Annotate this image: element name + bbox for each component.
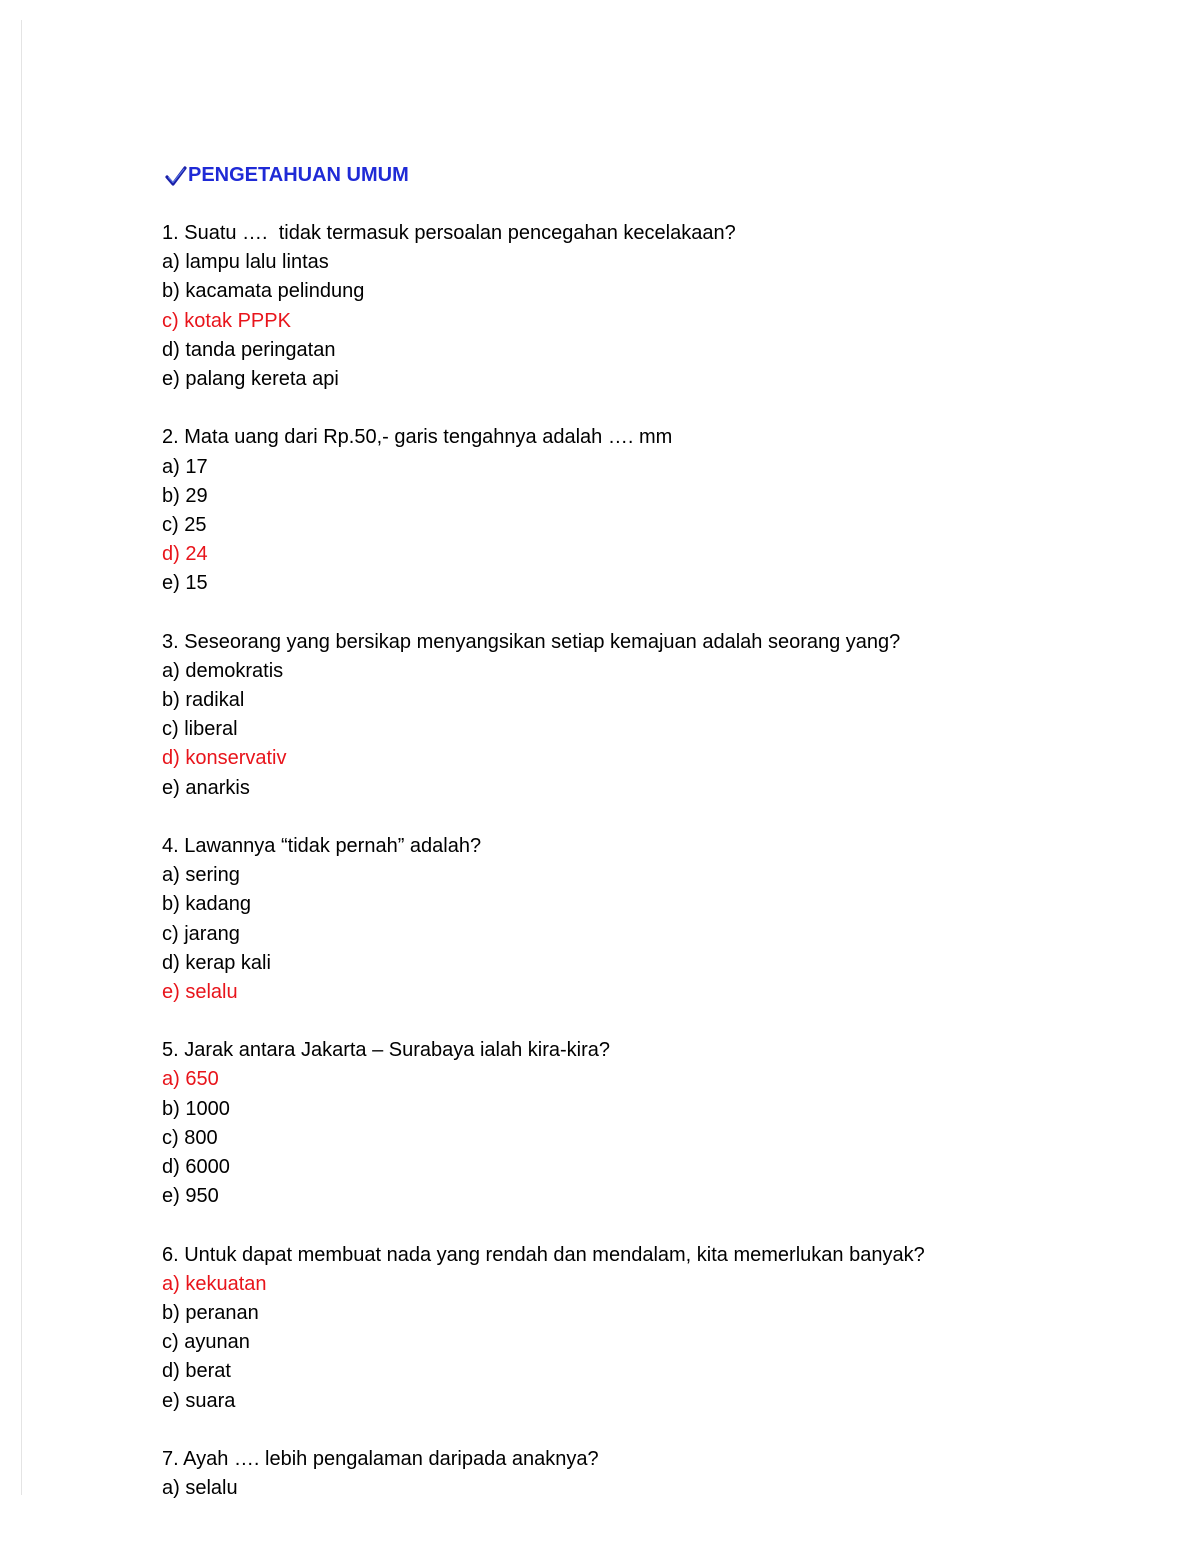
answer-option: c) 25 — [162, 513, 207, 536]
answer-option: b) 29 — [162, 484, 208, 507]
answer-option: e) 15 — [162, 572, 208, 595]
answer-option: d) 6000 — [162, 1156, 230, 1178]
answer-option: b) kadang — [162, 893, 251, 916]
answer-option: c) liberal — [162, 718, 238, 741]
question-text: 2. Mata uang dari Rp.50,- garis tengahnya adalah …. mm — [162, 426, 673, 449]
answer-option: e) 950 — [162, 1185, 219, 1208]
answer-option: d) kerap kali — [162, 951, 271, 974]
question-block — [162, 423, 1162, 598]
correct-answer-option: a) 650 — [162, 1068, 219, 1091]
answer-option: c) ayunan — [162, 1331, 250, 1354]
question-block — [162, 1036, 1162, 1211]
correct-answer-option: d) 24 — [162, 543, 208, 566]
question-text: 4. Lawannya “tidak pernah” adalah? — [162, 834, 482, 857]
question-text: 5. Jarak antara Jakarta – Surabaya ialah kira-kira? — [162, 1039, 611, 1062]
answer-option: a) sering — [162, 864, 240, 887]
question-block — [162, 832, 1162, 1007]
answer-option: b) peranan — [162, 1301, 259, 1324]
question-text: 6. Untuk dapat membuat nada yang rendah dan mendalam, kita memerlukan banyak? — [162, 1243, 925, 1266]
answer-option: e) palang kereta api — [162, 367, 339, 390]
question-block — [162, 219, 1162, 394]
question-text: 3. Seseorang yang bersikap menyangsikan setiap kemajuan adalah seorang yang? — [162, 630, 901, 653]
correct-answer-option: c) kotak PPPK — [162, 309, 291, 332]
question-block — [162, 1445, 1162, 1503]
checkmark-icon — [165, 165, 187, 187]
page-edge-line — [21, 20, 22, 1495]
answer-option: b) 1000 — [162, 1097, 230, 1120]
correct-answer-option: a) kekuatan — [162, 1272, 267, 1295]
answer-option: b) kacamata pelindung — [162, 280, 365, 303]
answer-option: d) tanda peringatan — [162, 338, 336, 361]
answer-option: d) berat — [162, 1360, 231, 1383]
answer-option: a) lampu lalu lintas — [162, 251, 329, 274]
question-text: 7. Ayah …. lebih pengalaman daripada anaknya? — [162, 1447, 599, 1470]
section-title: PENGETAHUAN UMUM — [188, 164, 409, 186]
answer-option: a) demokratis — [162, 659, 284, 682]
answer-option: a) 17 — [162, 455, 208, 478]
answer-option: c) 800 — [162, 1126, 218, 1149]
question-block — [162, 628, 1162, 803]
answer-option: e) anarkis — [162, 776, 250, 799]
answer-option: b) radikal — [162, 689, 245, 711]
question-text: 1. Suatu …. tidak termasuk persoalan pencegahan kecelakaan? — [162, 222, 736, 244]
question-block — [162, 1241, 1162, 1416]
section-heading — [162, 161, 1162, 190]
correct-answer-option: d) konservativ — [162, 747, 287, 770]
document-body — [162, 161, 1162, 1532]
question-list — [162, 219, 1162, 1503]
correct-answer-option: e) selalu — [162, 980, 238, 1003]
answer-option: c) jarang — [162, 922, 240, 945]
answer-option: a) selalu — [162, 1477, 238, 1500]
answer-option: e) suara — [162, 1389, 236, 1412]
